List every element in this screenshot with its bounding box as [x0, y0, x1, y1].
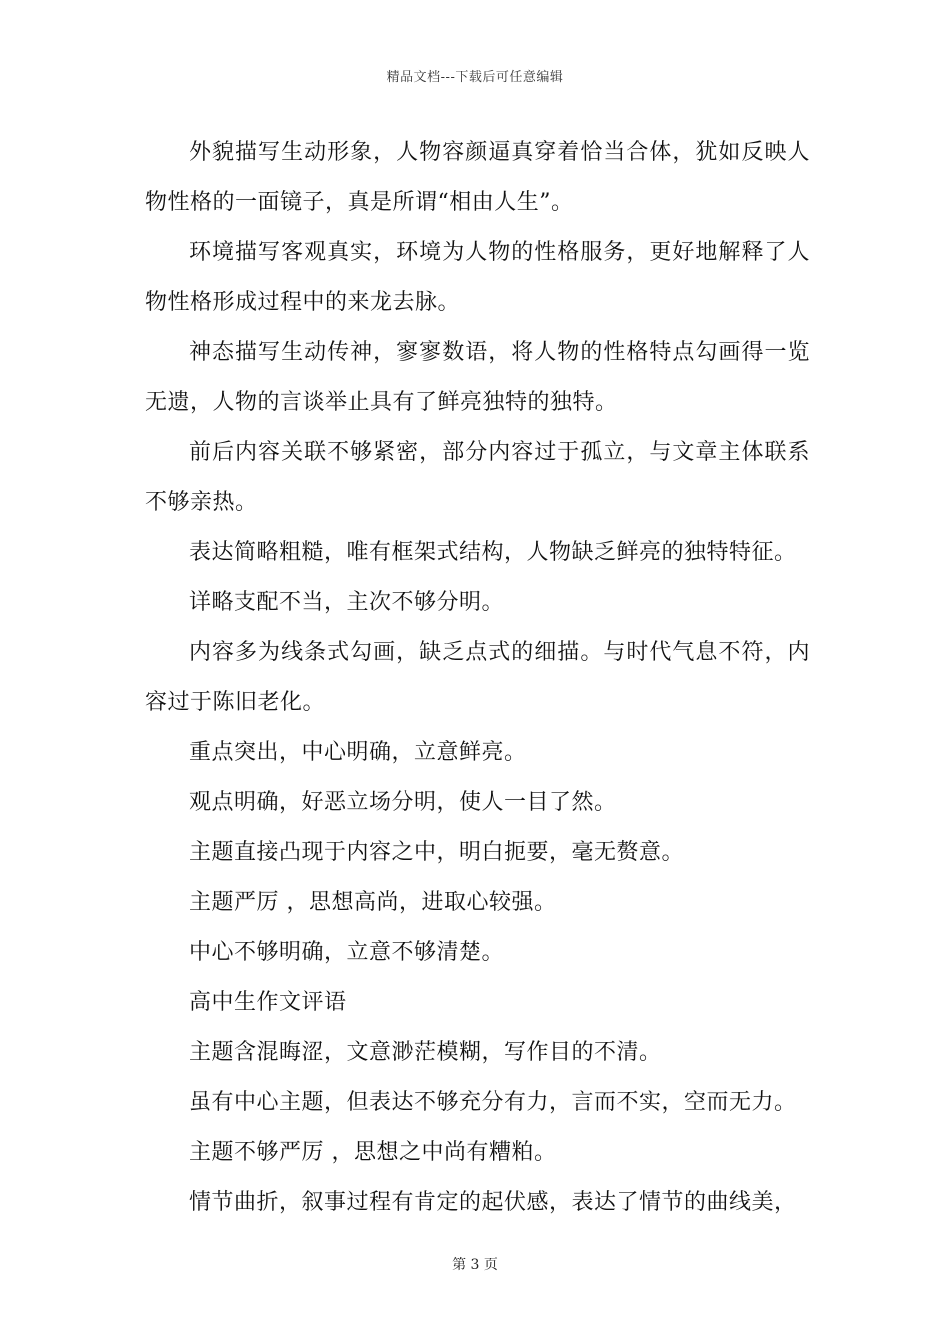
paragraph: 虽有中心主题，但表达不够充分有力，言而不实，空而无力。 — [189, 1090, 797, 1115]
section-heading: 高中生作文评语 — [189, 990, 347, 1015]
page-header: 精品文档---下载后可任意编辑 — [386, 70, 564, 85]
paragraph: 前后内容关联不够紧密，部分内容过于孤立，与文章主体联系不够亲热。 — [145, 440, 810, 515]
paragraph: 情节曲折，叙事过程有肯定的起伏感，表达了情节的曲线美， — [189, 1190, 797, 1215]
paragraph: 观点明确，好恶立场分明，使人一目了然。 — [189, 790, 617, 815]
paragraph: 详略支配不当，主次不够分明。 — [189, 590, 505, 615]
paragraph: 环境描写客观真实，环境为人物的性格服务，更好地解释了人物性格形成过程中的来龙去脉。 — [145, 240, 810, 315]
paragraph: 主题不够严厉 ，思想之中尚有糟粕。 — [189, 1140, 557, 1165]
paragraph: 表达简略粗糙，唯有框架式结构，人物缺乏鲜亮的独特特征。 — [189, 540, 797, 565]
paragraph: 神态描写生动传神，寥寥数语，将人物的性格特点勾画得一览无遗，人物的言谈举止具有了鲜亮独特的独特。 — [145, 340, 810, 415]
paragraph: 重点突出，中心明确，立意鲜亮。 — [189, 740, 527, 765]
paragraph: 主题直接凸现于内容之中，明白扼要，毫无赘意。 — [189, 840, 685, 865]
page-number: 第 3 页 — [452, 1257, 498, 1273]
document-body — [145, 128, 810, 1228]
paragraph: 外貌描写生动形象，人物容颜逼真穿着恰当合体，犹如反映人物性格的一面镜子，真是所谓“相由人生”。 — [145, 140, 810, 215]
paragraph: 内容多为线条式勾画，缺乏点式的细描。与时代气息不符，内容过于陈旧老化。 — [145, 640, 810, 715]
paragraph: 主题含混晦涩，文意渺茫模糊，写作目的不清。 — [189, 1040, 662, 1065]
paragraph: 中心不够明确，立意不够清楚。 — [189, 940, 505, 965]
paragraph: 主题严厉 ，思想高尚，进取心较强。 — [189, 890, 557, 915]
